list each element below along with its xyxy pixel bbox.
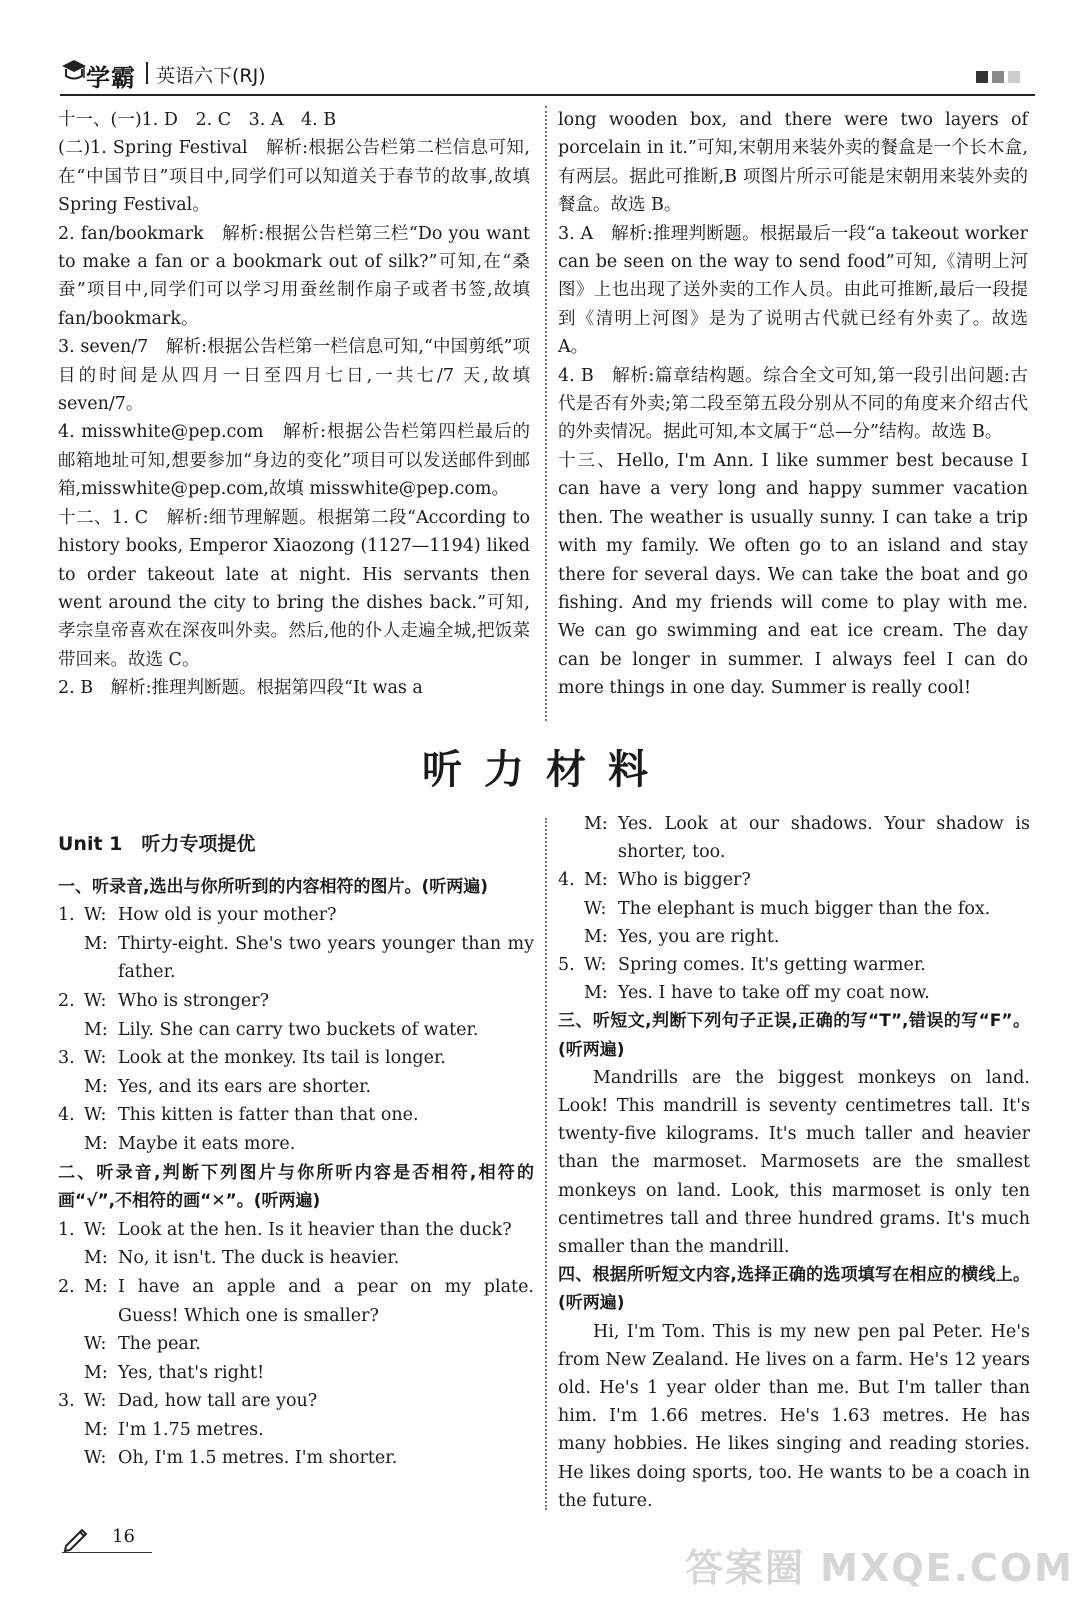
answer-block: long wooden box, and there were two layers of porcelain in it.”可知,宋朝用来装外卖的餐盒是一个长木盒,有两层。据此可推断,B 项图片所示可能是宋朝用来装外卖的餐盒。故选 B。	[558, 110, 1028, 216]
dialogue-list	[558, 810, 1030, 1007]
graduation-cap-icon	[60, 56, 88, 90]
answers-right-column	[558, 106, 1028, 703]
dialogue-line: W: The elephant is much bigger than the fox.	[584, 898, 991, 919]
listening-left-column	[58, 822, 534, 1473]
dialogue-line: M: Yes, you are right.	[584, 926, 780, 947]
dialogue-line: W: Oh, I'm 1.5 metres. I'm shorter.	[84, 1448, 398, 1469]
watermark: 答案圈 MXQE.COM	[684, 1546, 1074, 1590]
answer-block: 4. B 解析:篇章结构题。综合全文可知,第一段引出问题:古代是否有外卖;第二段至第五段分别从不同的角度来介绍古代的外卖情况。据此可知,本文属于“总—分”结构。故选 B。	[558, 365, 1028, 443]
header-divider	[146, 62, 148, 84]
page-number: 16	[112, 1526, 135, 1547]
unit-title: Unit 1 听力专项提优	[58, 833, 256, 855]
brand-name: 学霸	[86, 64, 136, 92]
dialogue-line: 4. W: This kitten is fatter than that one.	[58, 1105, 419, 1126]
column-divider	[545, 818, 547, 1510]
exercise-heading: 二、听录音,判断下列图片与你所听内容是否相符,相符的画“√”,不相符的画“✕”。(听两遍)	[58, 1162, 534, 1212]
column-divider	[545, 106, 547, 721]
answer-block: (二)1. Spring Festival 解析:根据公告栏第二栏信息可知,在“中国节日”项目中,同学们可以知道关于春节的故事,故填 Spring Festival。	[58, 138, 530, 216]
dialogue-line: 5. W: Spring comes. It's getting warmer.	[558, 955, 926, 976]
dialogue-line: M: Yes, and its ears are shorter.	[84, 1076, 372, 1097]
dialogue-line: M: I'm 1.75 metres.	[84, 1419, 264, 1440]
dialogue-line: M: Lily. She can carry two buckets of water.	[84, 1019, 479, 1040]
dialogue-list	[58, 1216, 534, 1473]
dialogue-line: 1. W: Look at the hen. Is it heavier than the duck?	[58, 1219, 512, 1240]
exercise-heading: 一、听录音,选出与你所听到的内容相符的图片。(听两遍)	[58, 876, 488, 897]
dialogue-line: 2. W: Who is stronger?	[58, 990, 269, 1011]
dialogue-line: W: The pear.	[84, 1334, 201, 1355]
dialogue-line: M: Maybe it eats more.	[84, 1133, 296, 1154]
answer-block: 3. seven/7 解析:根据公告栏第一栏信息可知,“中国剪纸”项目的时间是从四月一日至四月七日,一共七/7 天,故填 seven/7。	[58, 337, 530, 415]
page-header	[60, 48, 1050, 98]
answer-block: 4. misswhite@pep.com 解析:根据公告栏第四栏最后的邮箱地址可知,想要参加“身边的变化”项目可以发送邮件到邮箱,misswhite@pep.com,故填 misswhite@pep.com。	[58, 422, 530, 500]
answers-left-column	[58, 106, 530, 703]
exercise-heading: 三、听短文,判断下列句子正误,正确的写“T”,错误的写“F”。(听两遍)	[558, 1011, 1030, 1060]
book-subject: 英语六下(RJ)	[156, 65, 266, 87]
dialogue-line: M: Yes. Look at our shadows. Your shadow is shorter, too.	[584, 814, 1030, 863]
answer-block: 十一、(一)1. D 2. C 3. A 4. B	[58, 110, 337, 130]
passage-text: Hi, I'm Tom. This is my new pen pal Peter. He's from New Zealand. He lives on a farm. He's 12 years old. He's 1 year older than me. But I'm taller than him. I'm 1.66 metres. He's 1.63 metres. He has many hobbies. He likes singing and reading stories. He likes doing sports, too. He wants to be a coach in the future.	[558, 1321, 1030, 1511]
header-marks	[972, 68, 1020, 87]
exercise-heading: 四、根据所听短文内容,选择正确的选项填写在相应的横线上。(听两遍)	[558, 1265, 1030, 1314]
answer-block: 2. B 解析:推理判断题。根据第四段“It was a	[58, 678, 423, 699]
dialogue-line: M: Yes, that's right!	[84, 1362, 265, 1383]
answer-block: 2. fan/bookmark 解析:根据公告栏第三栏“Do you want to make a fan or a bookmark out of silk?”可知,在“桑蚕”项目中,同学们可以学习用蚕丝制作扇子或者书签,故填 fan/bookmark。	[58, 223, 530, 329]
dialogue-line: 2. M: I have an apple and a pear on my plate. Guess! Which one is smaller?	[58, 1276, 534, 1326]
dialogue-line: M: No, it isn't. The duck is heavier.	[84, 1248, 400, 1269]
pencil-icon	[62, 1522, 92, 1552]
dialogue-line: 3. W: Look at the monkey. Its tail is longer.	[58, 1048, 446, 1069]
answer-block: 十三、Hello, I'm Ann. I like summer best because I can have a very long and happy summer vacation then. The weather is usually sunny. I can take a trip with my family. We often go to an island and stay there for several days. We can take the boat and go fishing. And my friends will come to play with me. We can go swimming and eat ice cream. The day can be longer in summer. I always feel I can do more things in one day. Summer is really cool!	[558, 450, 1028, 699]
dialogue-line: M: Thirty-eight. She's two years younger than my father.	[84, 933, 534, 983]
footer-rule	[62, 1552, 152, 1553]
header-rule	[60, 94, 1035, 96]
dialogue-line: 1. W: How old is your mother?	[58, 905, 337, 926]
dialogue-line: M: Yes. I have to take off my coat now.	[584, 983, 930, 1004]
answer-block: 十二、1. C 解析:细节理解题。根据第二段“According to history books, Emperor Xiaozong (1127—1194) liked to order takeout late at night. His servants then went around the city to bring the dishes back.”可知,孝宗皇帝喜欢在深夜叫外卖。然后,他的仆人走遍全城,把饭菜带回来。故选 C。	[58, 507, 530, 670]
dialogue-line: 3. W: Dad, how tall are you?	[58, 1391, 318, 1412]
dialogue-line: 4. M: Who is bigger?	[558, 870, 751, 891]
dialogue-list	[58, 901, 534, 1158]
answer-block: 3. A 解析:推理判断题。根据最后一段“a takeout worker can be seen on the way to send food”可知,《清明上河图》上也出现了送外卖的工作人员。由此可推断,最后一段提到《清明上河图》是为了说明古代就已经有外卖了。故选 A。	[558, 223, 1028, 358]
section-title: 听力材料	[422, 747, 670, 793]
passage-text: Mandrills are the biggest monkeys on land. Look! This mandrill is seventy centimetres tall. It's twenty-five kilograms. It's much taller and heavier than the marmoset. Marmosets are the smallest monkeys on land. Look, this marmoset is only ten centimetres tall and three hundred grams. It's much smaller than the mandrill.	[558, 1067, 1030, 1258]
listening-right-column	[558, 810, 1030, 1515]
